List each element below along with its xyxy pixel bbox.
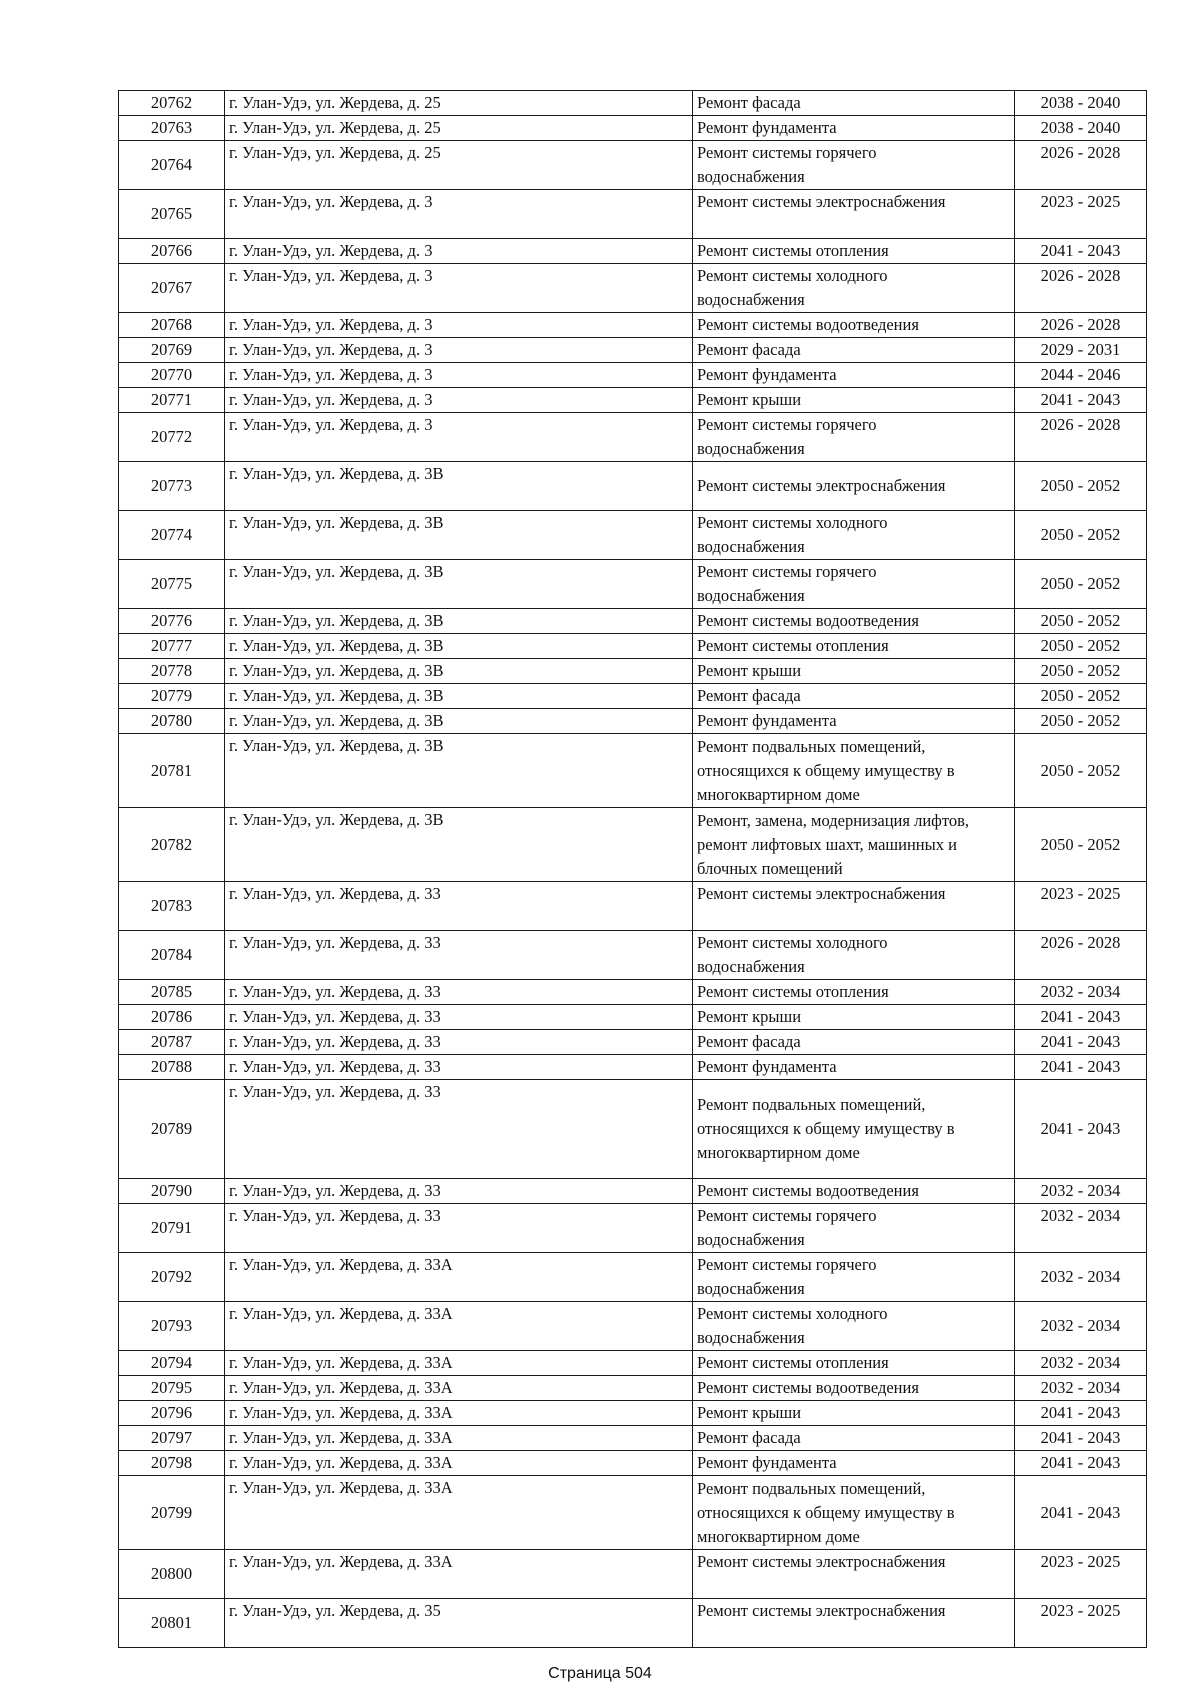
table-row [119,734,1147,808]
row-period: 2041 - 2043 [1015,1476,1147,1550]
row-work-type [693,338,1015,363]
row-address: г. Улан-Удэ, ул. Жердева, д. 33А [225,1451,693,1476]
row-period: 2050 - 2052 [1015,634,1147,659]
table-row [119,1550,1147,1599]
table-row [119,1302,1147,1351]
row-address: г. Улан-Удэ, ул. Жердева, д. 33 [225,1055,693,1080]
row-period: 2032 - 2034 [1015,1376,1147,1401]
row-period: 2023 - 2025 [1015,1599,1147,1648]
table-row [119,1179,1147,1204]
row-work-type [693,659,1015,684]
row-period: 2032 - 2034 [1015,980,1147,1005]
row-number: 20775 [119,560,225,609]
row-work-type [693,882,1015,931]
row-period: 2050 - 2052 [1015,684,1147,709]
row-number: 20784 [119,931,225,980]
row-work-type [693,1426,1015,1451]
row-address: г. Улан-Удэ, ул. Жердева, д. 33А [225,1302,693,1351]
row-number: 20769 [119,338,225,363]
table-row [119,190,1147,239]
row-period: 2026 - 2028 [1015,141,1147,190]
work-type-line: Ремонт системы горячего [697,1206,877,1225]
row-address: г. Улан-Удэ, ул. Жердева, д. 3В [225,609,693,634]
table-body [119,91,1147,1648]
row-address: г. Улан-Удэ, ул. Жердева, д. 33А [225,1253,693,1302]
row-work-type [693,1376,1015,1401]
table-row [119,363,1147,388]
row-period: 2050 - 2052 [1015,734,1147,808]
row-period: 2023 - 2025 [1015,190,1147,239]
table-row [119,684,1147,709]
row-period: 2023 - 2025 [1015,882,1147,931]
row-address: г. Улан-Удэ, ул. Жердева, д. 33 [225,931,693,980]
page-number: Страница 504 [548,1665,652,1682]
work-type-line: водоснабжения [697,586,805,605]
row-address: г. Улан-Удэ, ул. Жердева, д. 33А [225,1351,693,1376]
row-number: 20772 [119,413,225,462]
row-period: 2041 - 2043 [1015,1005,1147,1030]
work-type-line: Ремонт крыши [697,661,802,680]
work-type-line: Ремонт фундамента [697,1057,837,1076]
work-type-line: многоквартирном доме [697,1143,860,1162]
table-row [119,462,1147,511]
table-row [119,388,1147,413]
work-type-line: Ремонт системы холодного [697,266,888,285]
row-work-type [693,709,1015,734]
work-type-line: Ремонт системы электроснабжения [697,1552,946,1571]
work-type-line: водоснабжения [697,1230,805,1249]
repair-schedule-table [118,90,1147,1648]
row-number: 20773 [119,462,225,511]
work-type-line: Ремонт фундамента [697,711,837,730]
row-address: г. Улан-Удэ, ул. Жердева, д. 3В [225,808,693,882]
work-type-line: блочных помещений [697,858,843,878]
row-work-type [693,609,1015,634]
work-type-line: Ремонт системы электроснабжения [697,1601,946,1620]
row-number: 20774 [119,511,225,560]
row-address: г. Улан-Удэ, ул. Жердева, д. 3В [225,560,693,609]
table-row [119,1030,1147,1055]
work-type-line: Ремонт крыши [697,1403,802,1422]
row-address: г. Улан-Удэ, ул. Жердева, д. 33А [225,1376,693,1401]
row-number: 20768 [119,313,225,338]
work-type-line: многоквартирном доме [697,784,860,804]
row-work-type [693,1204,1015,1253]
work-type-line: Ремонт системы холодного [697,513,888,532]
work-type-line: относящихся к общему имуществу в [697,1502,955,1522]
table-row [119,264,1147,313]
row-address: г. Улан-Удэ, ул. Жердева, д. 3В [225,634,693,659]
table-row [119,239,1147,264]
row-work-type [693,363,1015,388]
row-address: г. Улан-Удэ, ул. Жердева, д. 3 [225,190,693,239]
row-period: 2041 - 2043 [1015,1055,1147,1080]
row-address: г. Улан-Удэ, ул. Жердева, д. 25 [225,141,693,190]
work-type-line: относящихся к общему имуществу в [697,760,955,780]
row-address: г. Улан-Удэ, ул. Жердева, д. 3 [225,338,693,363]
work-type-line: Ремонт системы горячего [697,1255,877,1274]
row-period: 2050 - 2052 [1015,709,1147,734]
table-row [119,1253,1147,1302]
work-type-line: многоквартирном доме [697,1526,860,1546]
work-type-line: Ремонт системы электроснабжения [697,192,946,211]
row-address: г. Улан-Удэ, ул. Жердева, д. 33 [225,1005,693,1030]
row-address: г. Улан-Удэ, ул. Жердева, д. 3 [225,388,693,413]
row-work-type [693,634,1015,659]
work-type-line: Ремонт системы отопления [697,636,889,655]
row-number: 20770 [119,363,225,388]
row-address: г. Улан-Удэ, ул. Жердева, д. 35 [225,1599,693,1648]
row-work-type [693,116,1015,141]
row-number: 20788 [119,1055,225,1080]
row-work-type [693,91,1015,116]
work-type-line: Ремонт фасада [697,1032,801,1051]
row-work-type [693,1451,1015,1476]
table-row [119,1351,1147,1376]
row-period: 2032 - 2034 [1015,1302,1147,1351]
row-address: г. Улан-Удэ, ул. Жердева, д. 3В [225,462,693,511]
row-number: 20779 [119,684,225,709]
row-work-type [693,264,1015,313]
table-row [119,1426,1147,1451]
work-type-line: Ремонт системы отопления [697,982,889,1001]
row-period: 2041 - 2043 [1015,1080,1147,1179]
table-row [119,1055,1147,1080]
work-type-line: относящихся к общему имуществу в [697,1119,955,1138]
row-period: 2032 - 2034 [1015,1351,1147,1376]
table-row [119,1204,1147,1253]
row-address: г. Улан-Удэ, ул. Жердева, д. 3 [225,264,693,313]
work-type-line: Ремонт фундамента [697,365,837,384]
row-number: 20791 [119,1204,225,1253]
row-number: 20786 [119,1005,225,1030]
row-number: 20783 [119,882,225,931]
row-number: 20792 [119,1253,225,1302]
work-type-line: Ремонт системы холодного [697,1304,888,1323]
work-type-line: водоснабжения [697,167,805,186]
row-number: 20789 [119,1080,225,1179]
row-address: г. Улан-Удэ, ул. Жердева, д. 3В [225,684,693,709]
row-period: 2038 - 2040 [1015,116,1147,141]
row-address: г. Улан-Удэ, ул. Жердева, д. 33 [225,1204,693,1253]
row-period: 2050 - 2052 [1015,511,1147,560]
table-row [119,1080,1147,1179]
row-number: 20780 [119,709,225,734]
row-period: 2044 - 2046 [1015,363,1147,388]
row-address: г. Улан-Удэ, ул. Жердева, д. 3В [225,511,693,560]
row-address: г. Улан-Удэ, ул. Жердева, д. 3 [225,313,693,338]
row-work-type [693,313,1015,338]
table-row [119,931,1147,980]
work-type-line: Ремонт фундамента [697,1453,837,1472]
row-number: 20799 [119,1476,225,1550]
row-work-type [693,239,1015,264]
row-address: г. Улан-Удэ, ул. Жердева, д. 3 [225,239,693,264]
row-address: г. Улан-Удэ, ул. Жердева, д. 33 [225,980,693,1005]
table-row [119,141,1147,190]
table-row [119,709,1147,734]
row-number: 20776 [119,609,225,634]
row-address: г. Улан-Удэ, ул. Жердева, д. 3В [225,709,693,734]
row-address: г. Улан-Удэ, ул. Жердева, д. 3В [225,734,693,808]
row-work-type [693,1550,1015,1599]
row-address: г. Улан-Удэ, ул. Жердева, д. 25 [225,116,693,141]
row-address: г. Улан-Удэ, ул. Жердева, д. 3В [225,659,693,684]
row-number: 20766 [119,239,225,264]
work-type-line: Ремонт фасада [697,1428,801,1447]
work-type-line: водоснабжения [697,1328,805,1347]
row-work-type [693,560,1015,609]
row-period: 2026 - 2028 [1015,313,1147,338]
work-type-line: водоснабжения [697,537,805,556]
work-type-line: Ремонт подвальных помещений, [697,1095,926,1114]
row-address: г. Улан-Удэ, ул. Жердева, д. 25 [225,91,693,116]
table-row [119,1451,1147,1476]
row-period: 2050 - 2052 [1015,560,1147,609]
row-period: 2032 - 2034 [1015,1204,1147,1253]
table-row [119,413,1147,462]
table-row [119,808,1147,882]
work-type-line: Ремонт системы электроснабжения [697,884,946,903]
work-type-line: Ремонт системы горячего [697,415,877,434]
work-type-line: Ремонт, замена, модернизация лифтов, [697,810,970,830]
row-work-type [693,1030,1015,1055]
table-row [119,1476,1147,1550]
row-work-type [693,808,1015,882]
row-number: 20800 [119,1550,225,1599]
row-address: г. Улан-Удэ, ул. Жердева, д. 33А [225,1550,693,1599]
row-work-type [693,141,1015,190]
table-row [119,313,1147,338]
row-work-type [693,1005,1015,1030]
row-number: 20801 [119,1599,225,1648]
row-number: 20771 [119,388,225,413]
row-period: 2032 - 2034 [1015,1253,1147,1302]
row-number: 20777 [119,634,225,659]
work-type-line: Ремонт системы холодного [697,933,888,952]
work-type-line: водоснабжения [697,957,805,976]
row-address: г. Улан-Удэ, ул. Жердева, д. 3 [225,363,693,388]
work-type-line: Ремонт подвальных помещений, [697,1478,926,1498]
work-type-line: Ремонт крыши [697,390,802,409]
row-work-type [693,980,1015,1005]
row-number: 20763 [119,116,225,141]
row-work-type [693,511,1015,560]
work-type-line: Ремонт фундамента [697,118,837,137]
row-address: г. Улан-Удэ, ул. Жердева, д. 33А [225,1476,693,1550]
row-period: 2041 - 2043 [1015,388,1147,413]
row-number: 20790 [119,1179,225,1204]
work-type-line: Ремонт системы отопления [697,241,889,260]
table-row [119,91,1147,116]
row-work-type [693,684,1015,709]
row-number: 20794 [119,1351,225,1376]
row-address: г. Улан-Удэ, ул. Жердева, д. 3 [225,413,693,462]
row-address: г. Улан-Удэ, ул. Жердева, д. 33А [225,1401,693,1426]
row-period: 2038 - 2040 [1015,91,1147,116]
row-work-type [693,931,1015,980]
row-work-type [693,734,1015,808]
table-row [119,634,1147,659]
row-work-type [693,388,1015,413]
table-row [119,511,1147,560]
row-period: 2050 - 2052 [1015,462,1147,511]
row-work-type [693,1476,1015,1550]
row-period: 2041 - 2043 [1015,1451,1147,1476]
row-period: 2026 - 2028 [1015,931,1147,980]
row-address: г. Улан-Удэ, ул. Жердева, д. 33 [225,882,693,931]
work-type-line: Ремонт подвальных помещений, [697,736,926,756]
row-work-type [693,413,1015,462]
row-number: 20765 [119,190,225,239]
work-type-line: Ремонт системы электроснабжения [697,476,946,495]
table-row [119,560,1147,609]
row-number: 20764 [119,141,225,190]
row-period: 2032 - 2034 [1015,1179,1147,1204]
row-number: 20785 [119,980,225,1005]
row-number: 20778 [119,659,225,684]
work-type-line: Ремонт системы водоотведения [697,315,919,334]
row-work-type [693,1599,1015,1648]
row-period: 2023 - 2025 [1015,1550,1147,1599]
row-number: 20795 [119,1376,225,1401]
work-type-line: водоснабжения [697,290,805,309]
work-type-line: Ремонт фасада [697,340,801,359]
row-work-type [693,1055,1015,1080]
work-type-line: Ремонт системы горячего [697,143,877,162]
table-row [119,1401,1147,1426]
table-row [119,609,1147,634]
row-work-type [693,1351,1015,1376]
row-number: 20787 [119,1030,225,1055]
row-period: 2026 - 2028 [1015,413,1147,462]
work-type-line: Ремонт системы водоотведения [697,611,919,630]
work-type-line: Ремонт системы водоотведения [697,1181,919,1200]
row-work-type [693,1080,1015,1179]
table-row [119,1599,1147,1648]
work-type-line: Ремонт системы водоотведения [697,1378,919,1397]
row-period: 2041 - 2043 [1015,1401,1147,1426]
row-number: 20762 [119,91,225,116]
work-type-line: Ремонт системы горячего [697,562,877,581]
work-type-line: водоснабжения [697,439,805,458]
row-period: 2050 - 2052 [1015,659,1147,684]
row-work-type [693,1302,1015,1351]
row-number: 20767 [119,264,225,313]
row-number: 20781 [119,734,225,808]
work-type-line: Ремонт фасада [697,686,801,705]
table-row [119,1005,1147,1030]
row-work-type [693,190,1015,239]
row-address: г. Улан-Удэ, ул. Жердева, д. 33А [225,1426,693,1451]
work-type-line: Ремонт фасада [697,93,801,112]
table-row [119,882,1147,931]
row-period: 2029 - 2031 [1015,338,1147,363]
row-work-type [693,462,1015,511]
row-address: г. Улан-Удэ, ул. Жердева, д. 33 [225,1179,693,1204]
row-period: 2041 - 2043 [1015,239,1147,264]
table-row [119,116,1147,141]
row-period: 2026 - 2028 [1015,264,1147,313]
row-address: г. Улан-Удэ, ул. Жердева, д. 33 [225,1080,693,1179]
row-number: 20782 [119,808,225,882]
row-work-type [693,1253,1015,1302]
row-address: г. Улан-Удэ, ул. Жердева, д. 33 [225,1030,693,1055]
work-type-line: ремонт лифтовых шахт, машинных и [697,834,957,854]
row-number: 20798 [119,1451,225,1476]
row-number: 20793 [119,1302,225,1351]
work-type-line: Ремонт системы отопления [697,1353,889,1372]
row-number: 20796 [119,1401,225,1426]
table-row [119,980,1147,1005]
table-row [119,659,1147,684]
row-period: 2041 - 2043 [1015,1030,1147,1055]
work-type-line: водоснабжения [697,1279,805,1298]
table-row [119,1376,1147,1401]
table-row [119,338,1147,363]
work-type-line: Ремонт крыши [697,1007,802,1026]
row-work-type [693,1401,1015,1426]
row-period: 2050 - 2052 [1015,808,1147,882]
row-period: 2041 - 2043 [1015,1426,1147,1451]
row-work-type [693,1179,1015,1204]
row-number: 20797 [119,1426,225,1451]
row-period: 2050 - 2052 [1015,609,1147,634]
